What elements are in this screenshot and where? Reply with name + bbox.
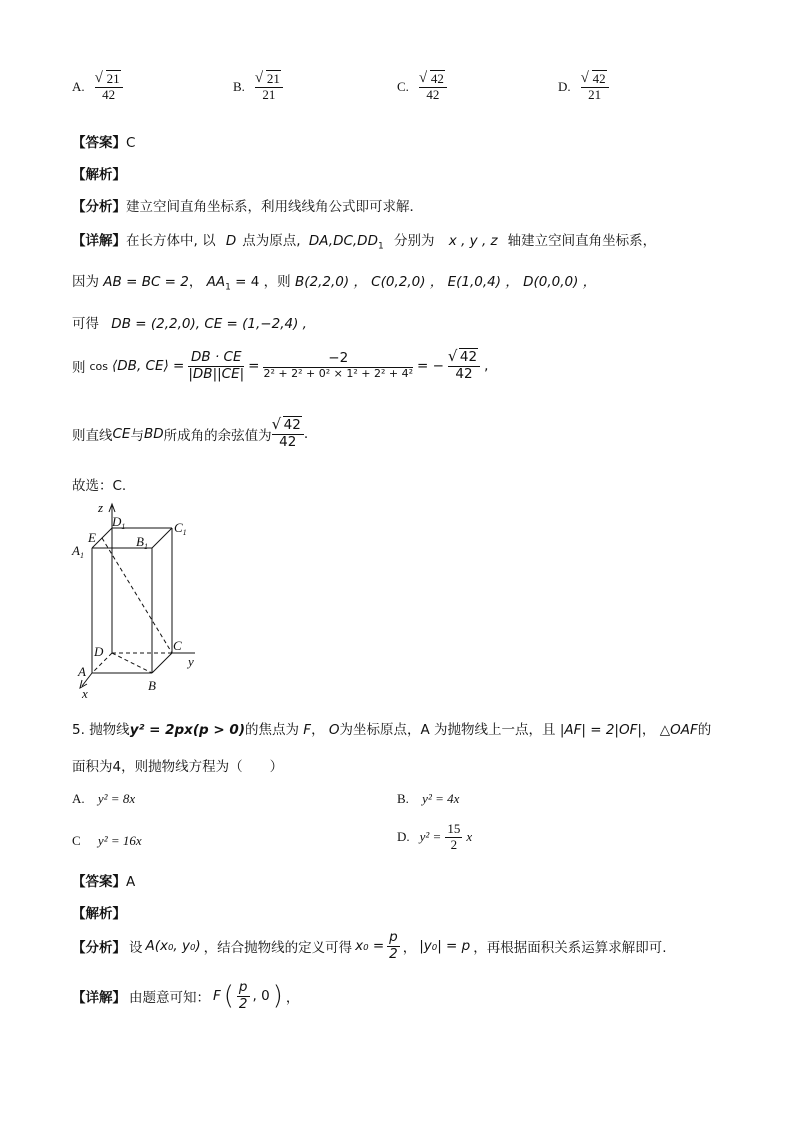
q4-detail-line5 <box>72 418 308 450</box>
text: ，再根据面积关系运算求解即可. <box>473 940 667 957</box>
cuboid-figure <box>70 498 210 703</box>
q4-analysis-tag: 【解析】 <box>72 167 126 183</box>
p-over-2 <box>387 930 400 962</box>
text: ， <box>188 274 203 290</box>
math: = <box>248 358 260 375</box>
text: 由题意可知： <box>129 990 210 1007</box>
detail-tag: 【详解】 <box>72 233 126 249</box>
text: . <box>303 426 309 443</box>
math: D <box>225 233 237 249</box>
option-letter: B. <box>233 79 245 95</box>
math: 4 <box>112 759 122 775</box>
denominator: 2 <box>389 945 398 962</box>
vector-fraction <box>188 350 244 382</box>
p-over-2 <box>237 980 250 1012</box>
value-fraction <box>263 351 413 380</box>
text: ，结合抛物线的定义可得 <box>203 940 353 957</box>
option-fraction <box>419 72 447 103</box>
text: ， <box>641 722 656 738</box>
numerator: 42 <box>283 417 301 433</box>
option-text: y² = 16x <box>97 833 142 848</box>
denominator: 42 <box>279 433 297 450</box>
q4-detail-line3 <box>72 312 307 332</box>
numerator: 42 <box>592 71 606 86</box>
option-letter: C <box>72 833 81 848</box>
label-d1: $D_1$ <box>112 514 126 531</box>
denominator: 42 <box>426 86 440 102</box>
denominator: 2 <box>238 995 248 1012</box>
q5-analysis-tag: 【解析】 <box>72 906 126 922</box>
text: 则直线 <box>72 428 113 445</box>
answer-value: C <box>126 135 136 151</box>
option-fraction <box>95 72 123 103</box>
denominator: 2² + 2² + 0² × 1² + 2² + 4² <box>263 366 413 380</box>
subscript: 1 <box>377 241 384 252</box>
q4-fenxi <box>72 195 423 215</box>
q5-answer <box>72 870 135 890</box>
numerator: 42 <box>430 71 444 86</box>
numerator: p <box>238 979 248 995</box>
label-x: x <box>82 686 88 701</box>
fenxi-text: 建立空间直角坐标系，利用线线角公式即可求解． <box>126 199 423 215</box>
numerator: 21 <box>106 71 120 86</box>
text: ， <box>285 990 300 1007</box>
option-fraction <box>255 72 283 103</box>
math: CE <box>112 426 131 443</box>
text: 的焦点为 <box>245 722 299 738</box>
math: = 4 <box>230 274 260 290</box>
option-letter: A. <box>72 791 85 806</box>
text: 与 <box>130 428 144 445</box>
label-c: C <box>173 638 182 653</box>
label-z: z <box>98 500 104 515</box>
option-b <box>233 72 283 103</box>
text: ，则抛物线方程为（ ） <box>121 759 284 775</box>
text: ， <box>311 722 325 738</box>
option-text: x <box>466 829 473 845</box>
math: cos <box>89 359 109 373</box>
denominator: 2 <box>450 836 458 852</box>
q5-option-b <box>397 791 459 807</box>
numerator: 15 <box>447 821 461 836</box>
math: F <box>213 988 221 1005</box>
math: |y₀| = p <box>419 938 471 955</box>
subscript: 1 <box>225 282 231 293</box>
text: 为坐标原点，A 为抛物线上一点，且 <box>339 722 556 738</box>
math: , 0 <box>252 988 270 1005</box>
math: x₀ = <box>355 938 385 955</box>
text: 面积为 <box>72 759 113 775</box>
math: BD <box>143 426 164 443</box>
q5-detail: 【详解】 由题意可知： F ( $\frac{p}{2}$ , 0 ) ， <box>72 979 300 1012</box>
text: 设 <box>129 940 143 957</box>
math: O <box>328 722 340 738</box>
label-b: B <box>148 678 156 693</box>
label-y: y <box>188 654 194 669</box>
denominator: |DB||CE| <box>188 365 245 382</box>
math: DB = (2,2,0), CE = (1,−2,4) , <box>111 316 307 332</box>
text: 所成角的余弦值为 <box>163 428 272 445</box>
numerator: 21 <box>266 71 280 86</box>
option-text: y² = <box>419 829 442 845</box>
result-fraction <box>448 350 480 382</box>
option-letter: B. <box>397 791 409 806</box>
text: ， <box>402 940 417 957</box>
label-a1: $A_1$ <box>72 543 84 560</box>
option-c <box>397 72 447 103</box>
q5-stem-line2 <box>72 755 283 775</box>
q4-detail-line2 <box>72 270 596 293</box>
q5-stem-line1 <box>72 718 711 738</box>
option-a <box>72 72 123 103</box>
math: y² = 2px(p > 0) <box>129 722 245 738</box>
math: F <box>303 722 312 738</box>
cos-fraction <box>272 418 304 450</box>
text: 因为 <box>72 274 99 290</box>
answer-value: A <box>126 874 136 890</box>
text: 在长方体中, 以 <box>126 233 216 249</box>
denominator: 42 <box>455 365 473 382</box>
math: = − <box>416 358 444 375</box>
numerator: p <box>389 929 398 945</box>
math: |AF| = 2|OF| <box>559 722 642 738</box>
q5-option-d <box>397 822 472 853</box>
q4-detail-line1 <box>72 229 656 252</box>
option-letter: D. <box>558 79 571 95</box>
text: 可得 <box>72 316 99 332</box>
math: ⟨DB, CE⟩ = <box>112 358 185 375</box>
detail-tag: 【详解】 <box>72 990 126 1007</box>
q4-choose: 故选：C. <box>72 478 127 494</box>
option-fraction <box>445 822 462 853</box>
numerator: −2 <box>328 350 349 367</box>
math: △OAF <box>659 722 698 738</box>
numerator: DB · CE <box>191 349 242 365</box>
label-d: D <box>94 644 104 659</box>
fenxi-tag: 【分析】 <box>72 940 126 957</box>
text: 的 <box>697 722 712 738</box>
option-letter: C. <box>397 79 409 95</box>
text: 分别为 <box>394 233 435 249</box>
answer-tag: 【答案】 <box>72 874 126 890</box>
text: ，则 <box>263 274 291 290</box>
option-d <box>558 72 609 103</box>
math: B(2,2,0) ， C(0,2,0) ， E(1,0,4) ， D(0,0,0) ， <box>294 274 597 290</box>
q4-answer <box>72 131 135 151</box>
denominator: 21 <box>262 86 276 102</box>
math: A(x₀, y₀) <box>145 938 201 955</box>
option-letter: A. <box>72 79 85 95</box>
text: 则 <box>72 360 86 377</box>
fenxi-tag: 【分析】 <box>72 199 126 215</box>
numerator: 42 <box>459 349 478 365</box>
question-number: 5. <box>72 722 85 738</box>
denominator: 42 <box>102 86 116 102</box>
option-fraction <box>581 72 609 103</box>
text: 抛物线 <box>89 722 130 738</box>
q5-fenxi <box>72 930 667 962</box>
label-b1: $B_1$ <box>136 534 148 551</box>
q4-detail-line4 <box>72 350 488 382</box>
text: , <box>484 358 489 375</box>
option-letter: D. <box>397 829 410 845</box>
math: AA <box>206 274 226 290</box>
text: 点为原点, <box>242 233 301 249</box>
answer-tag: 【答案】 <box>72 135 126 151</box>
option-text: y² = 4x <box>422 791 460 806</box>
denominator: 21 <box>588 86 602 102</box>
text: 轴建立空间直角坐标系， <box>507 233 657 249</box>
label-e: E <box>88 530 96 545</box>
option-text: y² = 8x <box>97 791 136 806</box>
label-a: A <box>78 664 86 679</box>
math: AB = BC = 2 <box>103 274 189 290</box>
q5-option-a <box>72 791 135 807</box>
label-c1: $C_1$ <box>174 520 187 537</box>
math: DA,DC,DD <box>308 233 378 249</box>
q5-option-c <box>72 833 142 849</box>
math: x , y , z <box>448 233 498 249</box>
